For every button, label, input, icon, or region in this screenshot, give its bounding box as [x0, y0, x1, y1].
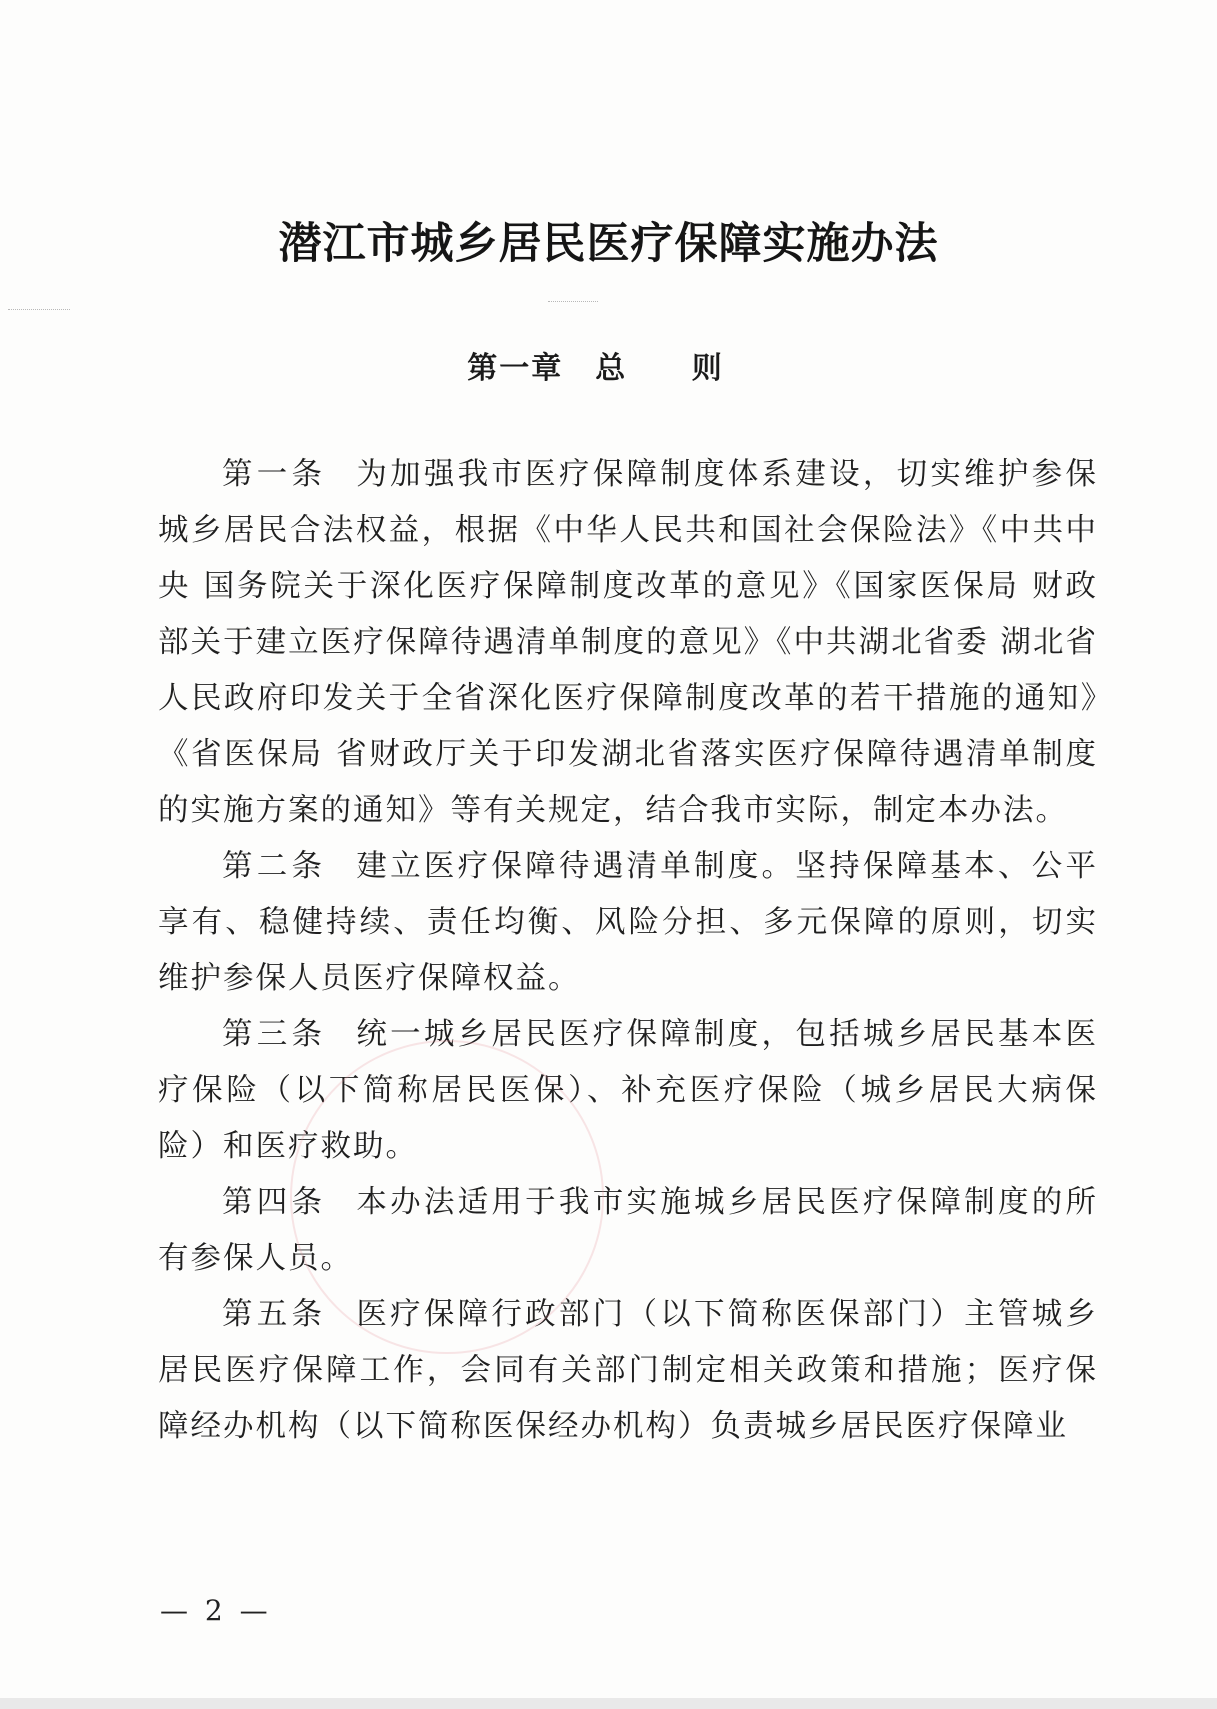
scan-speck	[8, 309, 70, 311]
article-4	[158, 1175, 1098, 1287]
document-title: 潜江市城乡居民医疗保障实施办法	[278, 219, 939, 269]
article-number: 第三条	[222, 1017, 327, 1052]
scan-speck	[548, 301, 598, 303]
page-number: — 2 —	[160, 1594, 272, 1627]
article-text: 为加强我市医疗保障制度体系建设，切实维护参保城乡居民合法权益，根据《中华人民共和国社会保险法》《中共中央 国务院关于深化医疗保障制度改革的意见》《国家医保局 财政部关于建立医疗保障待遇清单制度的意见》《中共湖北省委 湖北省人民政府印发关于全省深化医疗保障制度改革的若干措施的通知》《省医保局 省财政厅关于印发湖北省落实医疗保障待遇清单制度的实施方案的通知》等有关规定，结合我市实际，制定本办法。	[158, 457, 1098, 828]
article-text: 医疗保障行政部门（以下简称医保部门）主管城乡居民医疗保障工作，会同有关部门制定相关政策和措施；医疗保障经办机构（以下简称医保经办机构）负责城乡居民医疗保障业	[158, 1297, 1098, 1444]
chapter-heading	[0, 343, 1217, 387]
article-text: 统一城乡居民医疗保障制度，包括城乡居民基本医疗保险（以下简称居民医保）、补充医疗保险（城乡居民大病保险）和医疗救助。	[158, 1017, 1098, 1164]
scan-bottom-edge	[0, 1698, 1217, 1709]
article-3	[158, 1007, 1098, 1175]
chapter-name: 总 则	[595, 351, 750, 386]
article-text: 本办法适用于我市实施城乡居民医疗保障制度的所有参保人员。	[158, 1185, 1098, 1276]
article-5	[158, 1287, 1098, 1455]
article-1	[158, 447, 1098, 839]
article-2	[158, 839, 1098, 1007]
article-number: 第五条	[222, 1297, 327, 1332]
document-body	[158, 447, 1098, 1455]
chapter-number: 第一章	[467, 351, 564, 386]
article-number: 第四条	[222, 1185, 327, 1220]
article-text: 建立医疗保障待遇清单制度。坚持保障基本、公平享有、稳健持续、责任均衡、风险分担、多元保障的原则，切实维护参保人员医疗保障权益。	[158, 849, 1098, 996]
article-number: 第二条	[222, 849, 327, 884]
article-number: 第一条	[222, 457, 327, 492]
